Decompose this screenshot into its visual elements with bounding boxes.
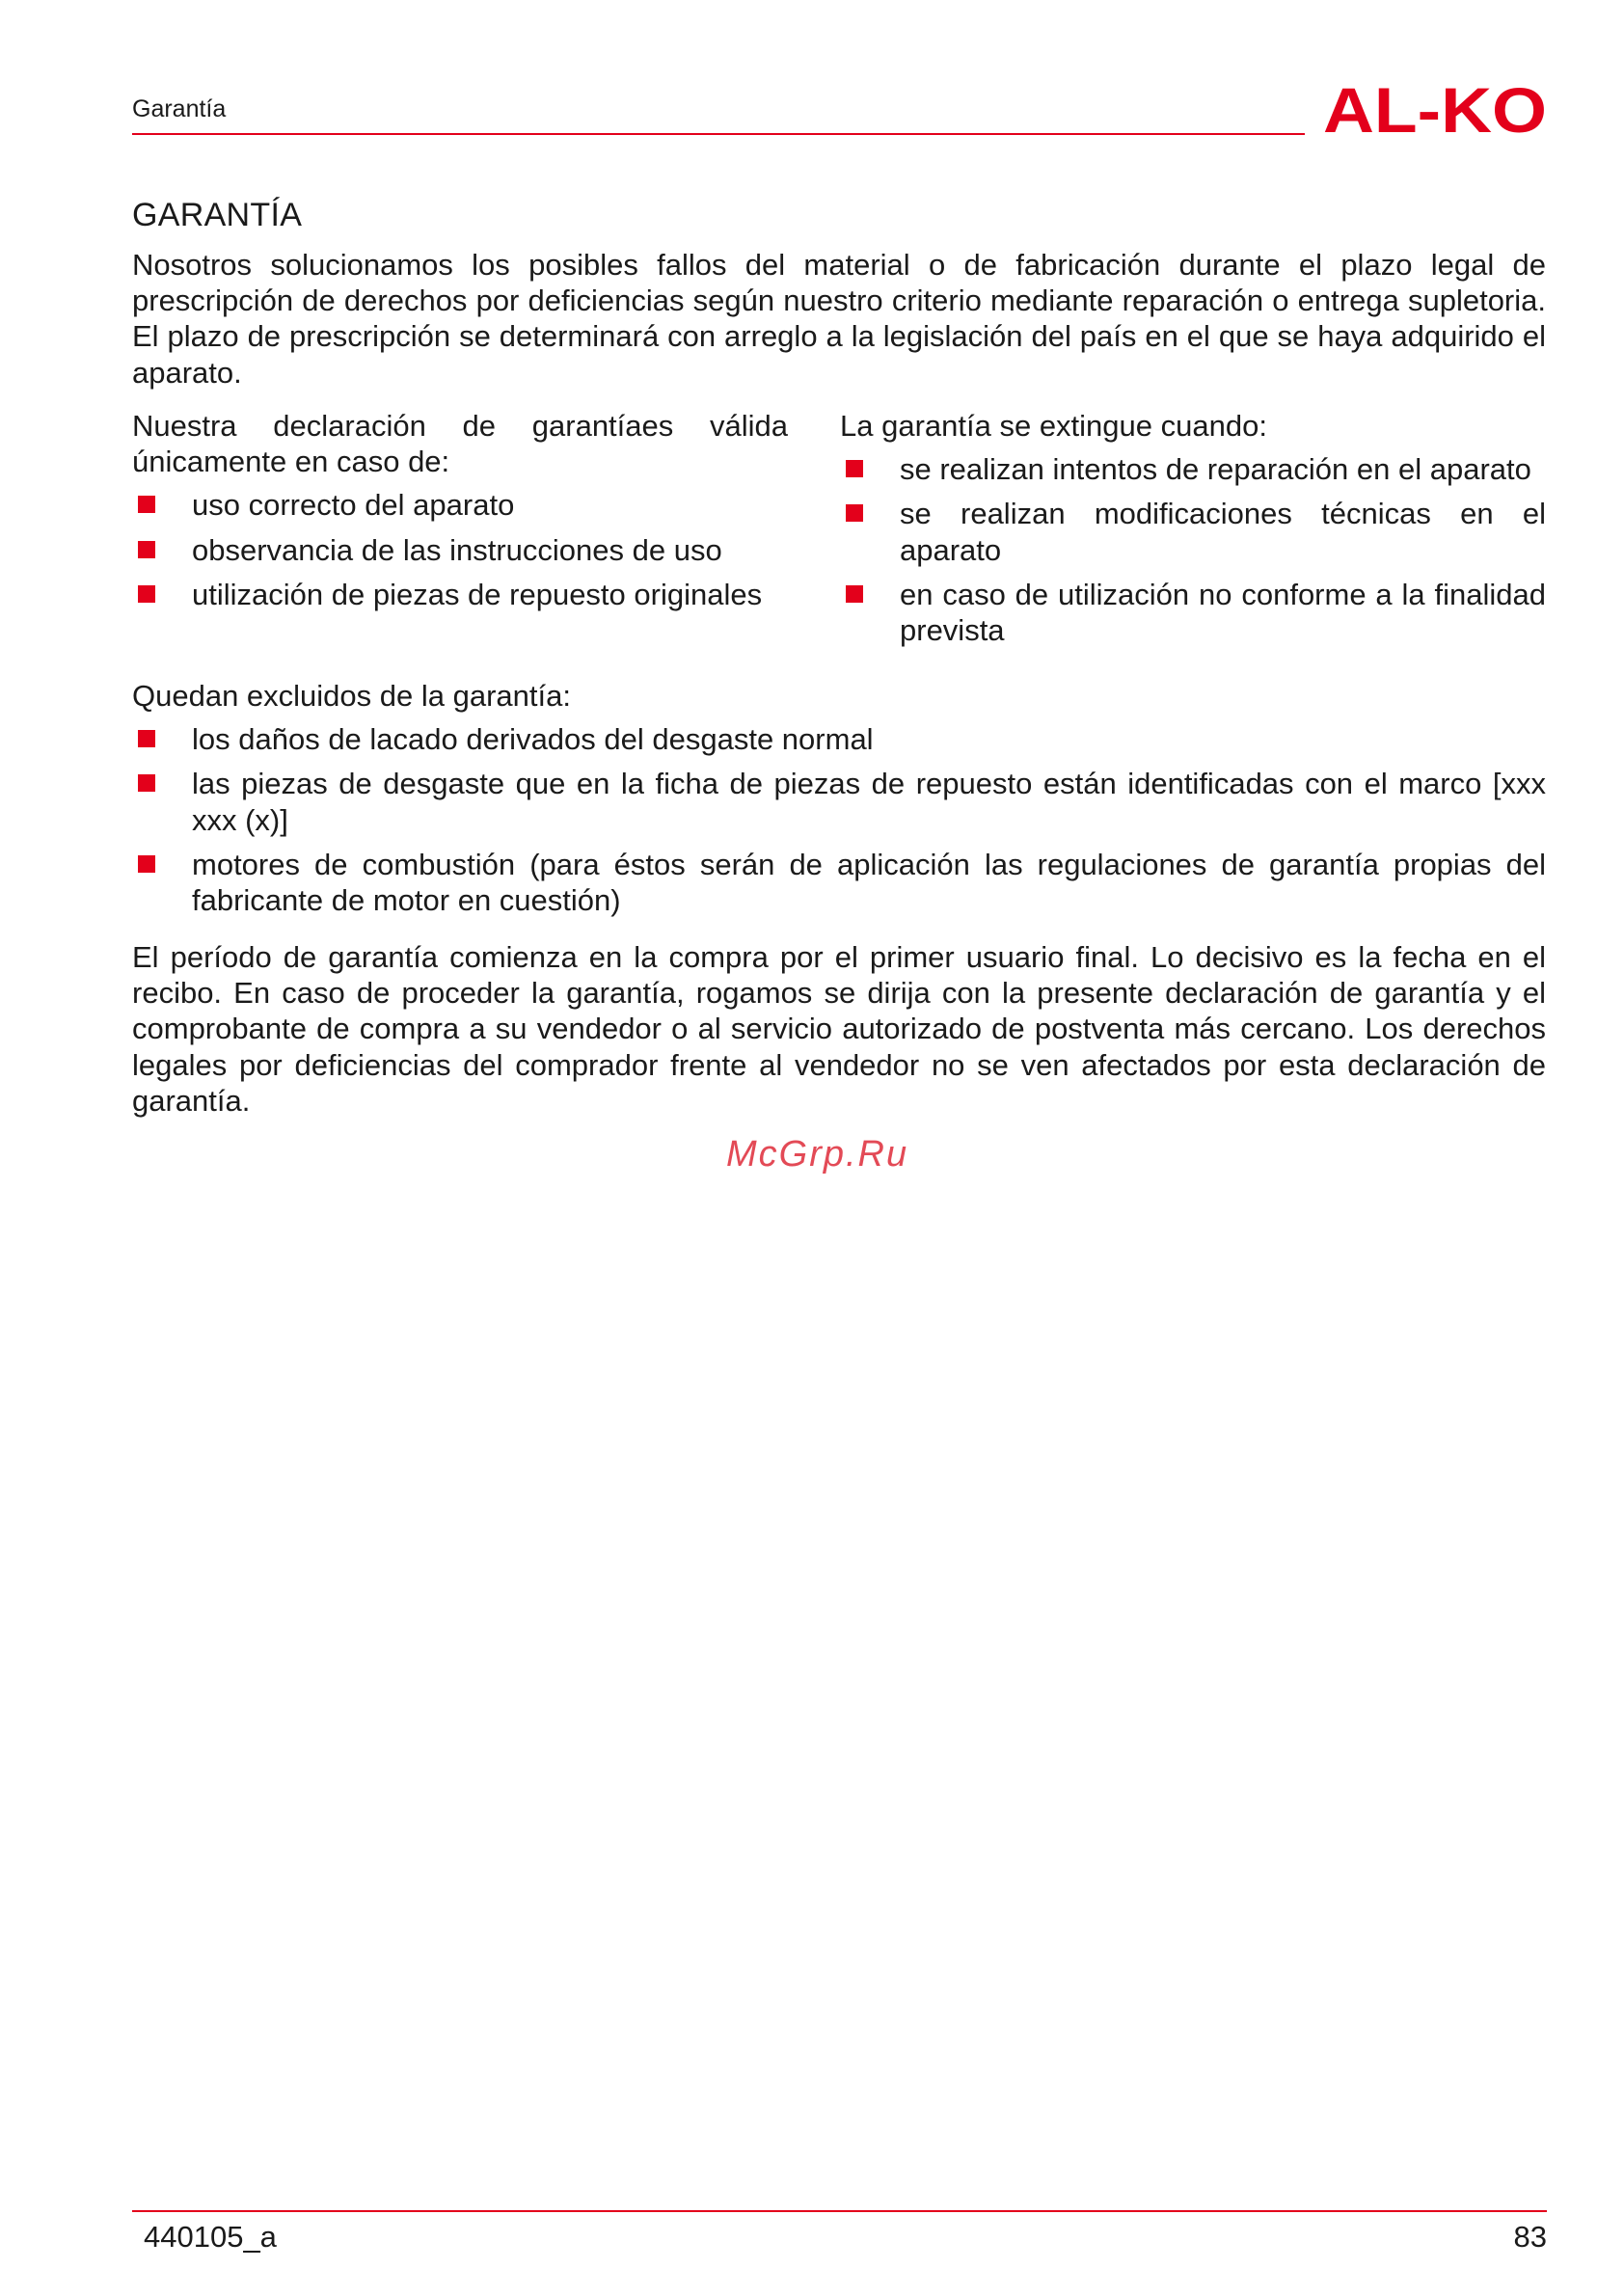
bullet-square-icon [846,585,863,603]
exclusions-section [132,678,1546,927]
bullet-square-icon [846,460,863,477]
exclusions-list [132,721,1546,918]
list-item: en caso de utilización no conforme a la finalidad prevista [840,577,1546,648]
validity-list [132,487,788,612]
footer-page-number: 83 [1513,2220,1547,2254]
bullet-square-icon [138,541,155,558]
bullet-square-icon [138,730,155,747]
exclusions-lead: Quedan excluidos de la garantía: [132,679,571,713]
list-item: motores de combustión (para éstos serán de aplicación las regulaciones de garantía propias del fabricante de motor en cuestión) [132,847,1546,918]
bullet-square-icon [846,504,863,522]
watermark: McGrp.Ru [726,1134,909,1175]
void-list [840,451,1546,648]
list-item: utilización de piezas de repuesto originales [132,577,788,612]
bullet-square-icon [138,496,155,513]
void-lead: La garantía se extingue cuando: [840,409,1267,443]
list-item: se realizan modificaciones técnicas en el aparato [840,496,1546,567]
validity-lead: Nuestra declaración de garantíaes válida únicamente en caso de: [132,409,788,479]
list-item: observancia de las instrucciones de uso [132,532,788,568]
bullet-square-icon [138,855,155,873]
intro-paragraph: Nosotros solucionamos los posibles fallos del material o de fabricación durante el plazo legal de prescripción de derechos por deficiencias según nuestro criterio mediante reparación o entrega supletoria. El plazo de prescripción se determinará con arreglo a la legislación del país en el que se haya adquirido el aparato. [132,248,1546,390]
void-column [840,408,1546,657]
list-item: los daños de lacado derivados del desgaste normal [132,721,1546,757]
svg-text:AL-KO: AL-KO [1323,79,1547,139]
closing-paragraph: El período de garantía comienza en la compra por el primer usuario final. Lo decisivo es la fecha en el recibo. En caso de proceder la garantía, rogamos se dirija con la presente declaración de garantía y el comprobante de compra a su vendedor o al servicio autorizado de postventa más cercano. Los derechos legales por deficiencias del comprador frente al vendedor no se ven afectados por esta declaración de garantía. [132,940,1546,1118]
footer-doc-number: 440105_a [144,2220,277,2254]
header-rule [132,133,1305,135]
alko-logo [1323,79,1547,139]
header-section-label: Garantía [132,95,227,122]
bullet-square-icon [138,774,155,792]
list-item: las piezas de desgaste que en la ficha de piezas de repuesto están identificadas con el marco [xxx xxx (x)] [132,766,1546,837]
list-item: se realizan intentos de reparación en el aparato [840,451,1546,487]
validity-column [132,408,788,621]
page-title: GARANTÍA [132,197,303,233]
bullet-square-icon [138,585,155,603]
list-item: uso correcto del aparato [132,487,788,523]
footer-rule [132,2210,1547,2212]
